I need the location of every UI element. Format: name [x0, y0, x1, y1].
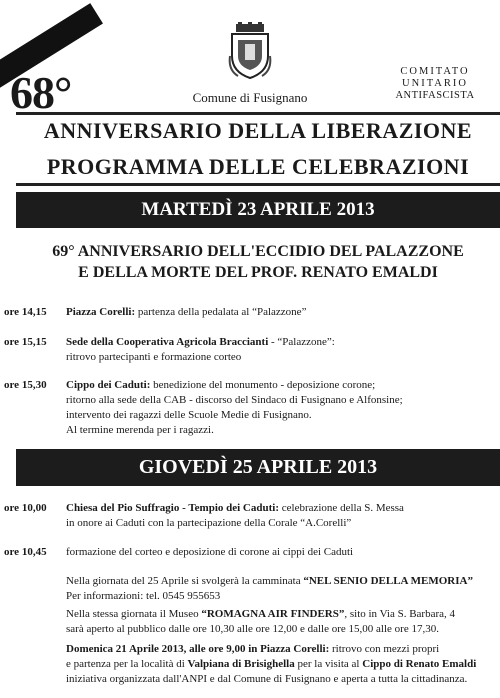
note-highlight: “ROMAGNA AIR FINDERS” — [201, 608, 345, 620]
note-text: Nella giornata del 25 Aprile si svolgerà la camminata — [66, 575, 304, 587]
note-text: ritrovo con mezzi propri — [329, 643, 440, 655]
event-text: - “Palazzone”: — [268, 336, 335, 348]
event-time: ore 15,15 — [4, 336, 47, 348]
title-programma: PROGRAMMA DELLE CELEBRAZIONI — [16, 154, 500, 186]
note-highlight: Domenica 21 Aprile 2013, alle ore 9,00 in Piazza Corelli: — [66, 643, 330, 655]
event-place: Sede della Cooperativa Agricola Braccianti — [66, 336, 269, 348]
event-text: celebrazione della S. Messa — [279, 502, 404, 514]
event-place: Piazza Corelli: — [66, 306, 136, 318]
day2-banner: GIOVEDÌ 25 APRILE 2013 — [16, 449, 500, 486]
comitato-line: ANTIFASCISTA — [395, 90, 475, 101]
note-text: per la visita al — [294, 658, 363, 670]
event-desc: formazione del corteo e deposizione di corone ai cippi dei Caduti — [66, 546, 354, 558]
note-highlight: “NEL SENIO DELLA MEMORIA” — [303, 575, 473, 587]
event-time: ore 10,45 — [4, 546, 47, 558]
event-place: Chiesa del Pio Suffragio - Tempio dei Caduti: — [66, 502, 279, 514]
comitato-line: UNITARIO — [402, 78, 468, 89]
note-domenica — [66, 642, 498, 687]
anniversary-number: 68° — [10, 67, 72, 118]
comitato-label — [380, 66, 490, 102]
day1-banner: MARTEDÌ 23 APRILE 2013 — [16, 192, 500, 228]
note-text: Per informazioni: tel. 0545 955653 — [66, 590, 221, 602]
note-museo — [66, 607, 498, 637]
event-text: partenza della pedalata al “Palazzone” — [135, 306, 307, 318]
comitato-line: COMITATO — [400, 66, 470, 77]
note-highlight: Valpiana di Brisighella — [187, 658, 295, 670]
coat-of-arms-icon — [228, 22, 272, 80]
day1-subtitle: 69° ANNIVERSARIO DELL'ECCIDIO DEL PALAZZONE — [52, 243, 464, 260]
event-time: ore 10,00 — [4, 502, 47, 514]
note-text: sarà aperto al pubblico dalle ore 10,30 alle ore 12,00 e dalle ore 15,00 alle ore 17,30. — [66, 623, 439, 635]
event-desc — [66, 378, 496, 438]
note-text: Nella stessa giornata il Museo — [66, 608, 202, 620]
title-anniversary: ANNIVERSARIO DELLA LIBERAZIONE — [16, 112, 500, 144]
event-desc — [66, 335, 496, 365]
event-desc — [66, 305, 496, 320]
event-text: benedizione del monumento - deposizione corone; — [150, 379, 376, 391]
day1-subtitle: E DELLA MORTE DEL PROF. RENATO EMALDI — [78, 264, 438, 281]
note-text: iniziativa organizzata dall'ANPI e dal Comune di Fusignano e aperta a tutta la cittadinanza. — [66, 673, 468, 685]
event-line: intervento dei ragazzi delle Scuole Medie di Fusignano. — [66, 409, 312, 421]
event-line: ritorno alla sede della CAB - discorso del Sindaco di Fusignano e Alfonsine; — [66, 394, 403, 406]
comune-label: Comune di Fusignano — [192, 90, 308, 105]
note-text: e partenza per la località di — [66, 658, 188, 670]
note-camminata — [66, 574, 498, 604]
event-line: in onore ai Caduti con la partecipazione della Corale “A.Corelli” — [66, 517, 352, 529]
event-place: Cippo dei Caduti: — [66, 379, 151, 391]
note-text: , sito in Via S. Barbara, 4 — [344, 608, 456, 620]
event-time: ore 14,15 — [4, 306, 47, 318]
event-time: ore 15,30 — [4, 379, 47, 391]
note-highlight: Cippo di Renato Emaldi — [362, 658, 477, 670]
event-line: ritrovo partecipanti e formazione corteo — [66, 351, 242, 363]
event-line: Al termine merenda per i ragazzi. — [66, 424, 214, 436]
event-desc — [66, 501, 496, 531]
